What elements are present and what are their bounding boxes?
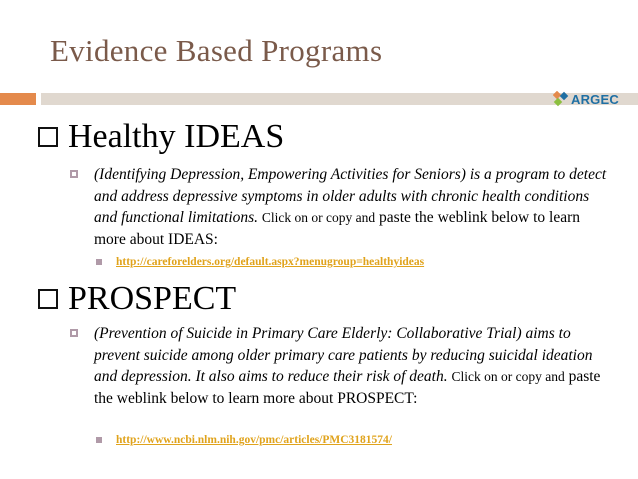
bullet-dot-icon [96, 437, 102, 443]
healthy-ideas-desc-small: Click on or copy and [261, 210, 376, 225]
title-accent-bar [0, 93, 36, 105]
prospect-desc-small: Click on or copy and [451, 369, 565, 384]
slide-title: Evidence Based Programs [50, 33, 383, 68]
prospect-link[interactable]: http://www.ncbi.nlm.nih.gov/pmc/articles/PMC3181574/ [116, 434, 392, 446]
bullet-square-icon [70, 329, 78, 337]
argec-logo-icon [553, 91, 569, 107]
prospect-heading [38, 282, 236, 316]
healthy-ideas-title: Healthy IDEAS [68, 118, 285, 155]
healthy-ideas-link-item [96, 256, 424, 268]
prospect-desc-tail: paste the weblink below to learn more about PROSPECT: [94, 368, 601, 407]
title-divider [41, 93, 638, 105]
bullet-box-icon [38, 127, 58, 147]
logo-text: ARGEC [571, 91, 619, 107]
healthy-ideas-desc-tail: paste the weblink below to learn more about IDEAS: [94, 209, 581, 248]
argec-logo [553, 90, 619, 108]
prospect-description [70, 323, 615, 409]
bullet-dot-icon [96, 259, 102, 265]
healthy-ideas-description [70, 164, 615, 250]
bullet-square-icon [70, 170, 78, 178]
bullet-box-icon [38, 289, 58, 309]
healthy-ideas-heading [38, 120, 284, 154]
prospect-title: PROSPECT [68, 280, 237, 317]
prospect-desc-italic: (Prevention of Suicide in Primary Care Elderly: Collaborative Trial) aims to prevent suicide among older primary care patients by reducing suicidal ideation and depression. It also aims to reduce their risk of death. [94, 325, 593, 385]
prospect-link-item [96, 434, 392, 446]
healthy-ideas-desc-italic: (Identifying Depression, Empowering Activities for Seniors) is a program to detect and address depressive symptoms in older adults with chronic health conditions and functional limitations. [94, 166, 607, 226]
healthy-ideas-link[interactable]: http://careforelders.org/default.aspx?menugroup=healthyideas [116, 256, 425, 268]
